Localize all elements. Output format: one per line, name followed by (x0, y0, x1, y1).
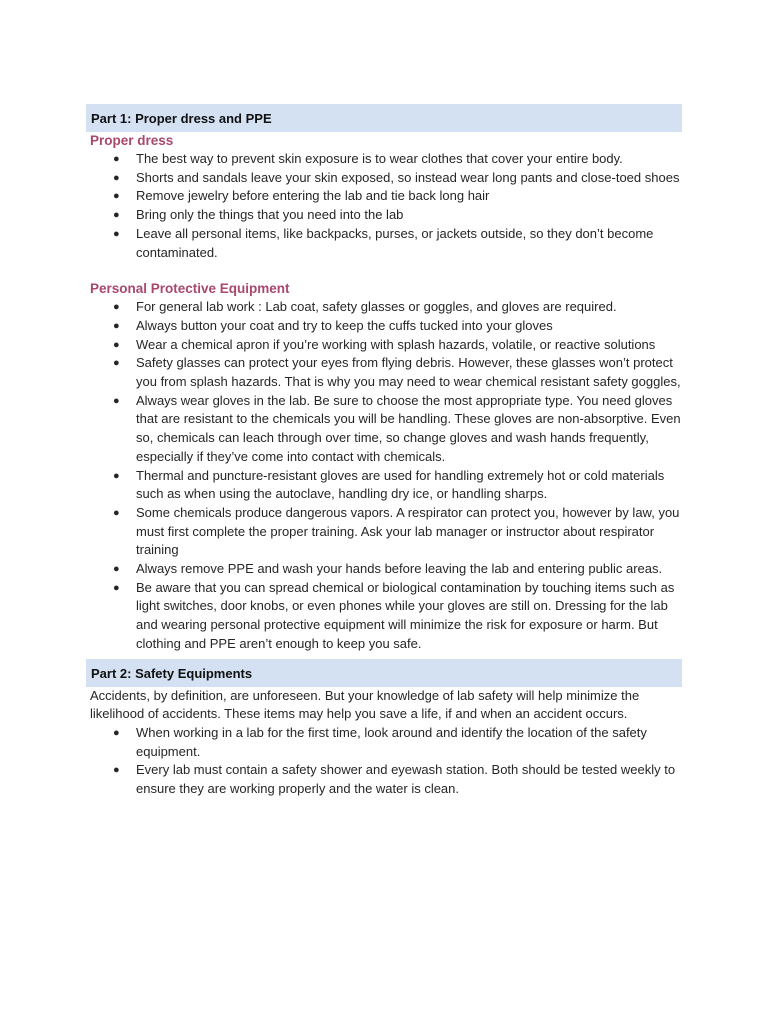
bullet-icon: ● (113, 301, 120, 314)
bullet-icon: ● (113, 171, 120, 184)
list-item-text: Always wear gloves in the lab. Be sure to choose the most appropriate type. You need gloves that are resistant to the chemicals you will be handling. These gloves are non-absorptive. Even so, chemicals can leach through over time, so change gloves and wash hands frequently, especially if they’ve come into contact with chemicals. (136, 392, 681, 464)
bullet-icon: ● (113, 726, 120, 739)
list-item-text: Some chemicals produce dangerous vapors. A respirator can protect you, however by law, you must first complete the proper training. Ask your lab manager or instructor about respirator training (136, 504, 680, 558)
list-item-text: Thermal and puncture-resistant gloves are used for handling extremely hot or cold materials such as when using the autoclave, handling dry ice, or handling sharps. (136, 467, 665, 502)
bullet-icon: ● (113, 506, 120, 519)
list-item-text: Leave all personal items, like backpacks, purses, or jackets outside, so they don’t become contaminated. (136, 225, 654, 260)
list-item-text: Always button your coat and try to keep the cuffs tucked into your gloves (136, 317, 553, 333)
bullet-icon: ● (113, 357, 120, 370)
list-item (86, 169, 682, 188)
bullet-icon: ● (113, 764, 120, 777)
list-item (86, 724, 682, 761)
ppe-heading: Personal Protective Equipment (90, 281, 290, 297)
list-item (86, 579, 682, 654)
spacer (86, 262, 682, 280)
list-item (86, 225, 682, 262)
bullet-icon: ● (113, 227, 120, 240)
bullet-icon: ● (113, 190, 120, 203)
list-item-text: Shorts and sandals leave your skin exposed, so instead wear long pants and close-toed shoes (136, 169, 680, 185)
list-item-text: For general lab work : Lab coat, safety glasses or goggles, and gloves are required. (136, 299, 617, 315)
list-item (86, 317, 682, 336)
list-item (86, 336, 682, 355)
list-item (86, 206, 682, 225)
list-item (86, 187, 682, 206)
list-item-text: The best way to prevent skin exposure is to wear clothes that cover your entire body. (136, 151, 623, 166)
list-item-text: Safety glasses can protect your eyes from flying debris. However, these glasses won’t protect you from splash hazards. That is why you may need to wear chemical resistant safety goggles, (136, 355, 681, 390)
bullet-icon: ● (113, 153, 120, 165)
list-item (86, 467, 682, 504)
part2-intro: Accidents, by definition, are unforeseen. But your knowledge of lab safety will help minimize the likelihood of accidents. These items may help you save a life, if and when an accident occurs. (90, 687, 640, 722)
proper-dress-heading: Proper dress (90, 133, 174, 148)
list-item (86, 560, 682, 579)
list-item (86, 354, 682, 391)
list-item-text: Wear a chemical apron if you’re working with splash hazards, volatile, or reactive solutions (136, 336, 656, 352)
list-item-text: Every lab must contain a safety shower and eyewash station. Both should be tested weekly to ensure they are working properly and the water is clean. (136, 762, 676, 797)
part1-header: Part 1: Proper dress and PPE (86, 104, 682, 132)
bullet-icon: ● (113, 563, 120, 576)
ppe-list (86, 298, 682, 653)
list-item-text: Remove jewelry before entering the lab and tie back long hair (136, 188, 490, 204)
part2-header: Part 2: Safety Equipments (86, 659, 682, 687)
list-item (86, 761, 682, 798)
bullet-icon: ● (113, 338, 120, 351)
list-item (86, 392, 682, 467)
list-item (86, 298, 682, 317)
bullet-icon: ● (113, 581, 120, 594)
bullet-icon: ● (113, 209, 120, 222)
safety-equipment-list (86, 724, 682, 799)
list-item-text: Bring only the things that you need into the lab (136, 207, 404, 223)
bullet-icon: ● (113, 394, 120, 407)
list-item-text: When working in a lab for the first time, look around and identify the location of the safety equipment. (136, 724, 647, 759)
bullet-icon: ● (113, 319, 120, 332)
list-item-text: Be aware that you can spread chemical or biological contamination by touching items such as light switches, door knobs, or even phones while your gloves are still on. Dressing for the lab and wearing personal protective equipment will minimize the risk for exposure or harm. But clothing and PPE aren’t enough to keep you safe. (136, 579, 675, 651)
proper-dress-list (86, 150, 682, 262)
list-item (86, 150, 682, 169)
document-page (86, 104, 682, 799)
bullet-icon: ● (113, 469, 120, 482)
list-item (86, 504, 682, 560)
list-item-text: Always remove PPE and wash your hands before leaving the lab and entering public areas. (136, 561, 663, 577)
